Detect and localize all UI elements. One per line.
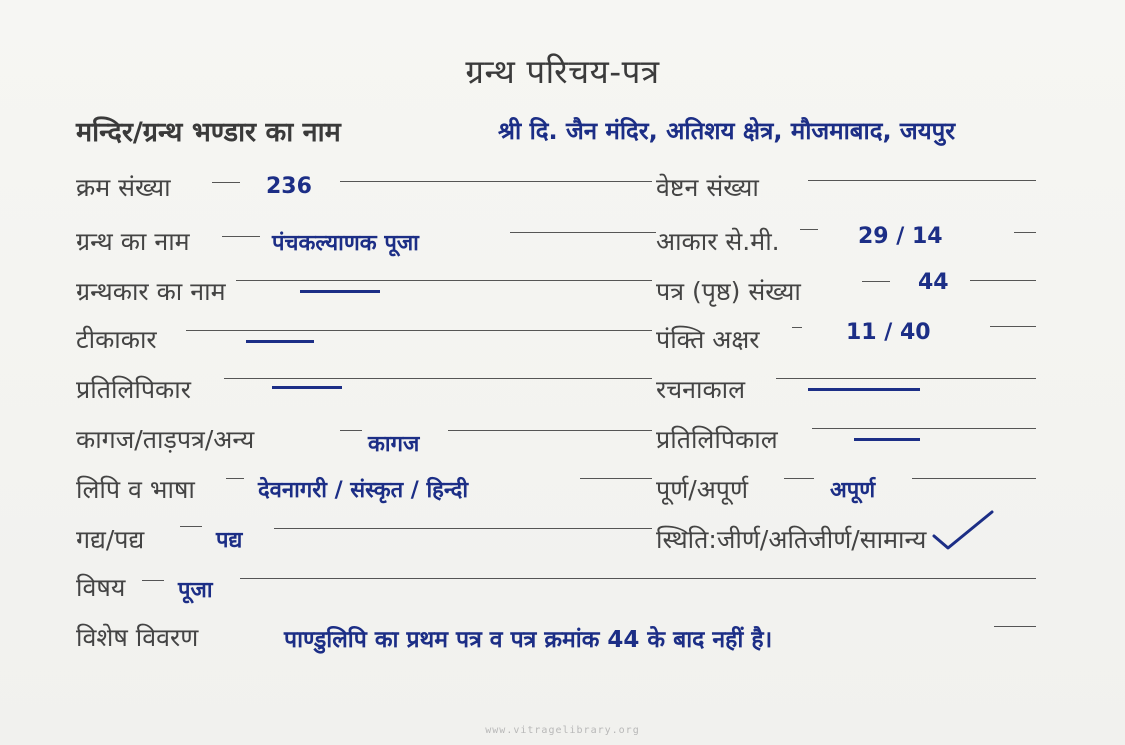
granthkar-blank-mark — [300, 290, 380, 293]
kagaj-value: कागज — [368, 432, 420, 457]
rule — [1014, 232, 1036, 233]
gadya-padya-label: गद्य/पद्य — [76, 525, 145, 554]
pratilipikar-blank-mark — [272, 386, 342, 389]
rule — [274, 528, 652, 529]
kram-sankhya-label: क्रम संख्या — [76, 173, 171, 202]
lipi-bhasha-label: लिपि व भाषा — [76, 475, 195, 504]
samanya-check-icon — [928, 508, 998, 554]
rule — [800, 229, 818, 230]
pankti-akshar-label: पंक्ति अक्षर — [656, 325, 760, 354]
vishesh-vivaran-label: विशेष विवरण — [76, 623, 199, 652]
rule — [180, 526, 202, 527]
rachnakaal-blank-mark — [808, 388, 920, 391]
rule — [580, 478, 652, 479]
watermark-url: www.vitragelibrary.org — [485, 725, 640, 736]
rule — [784, 478, 814, 479]
sthiti-label: स्थिति:जीर्ण/अतिजीर्ण/सामान्य — [656, 525, 927, 554]
rule — [448, 430, 652, 431]
pratilipikaal-label: प्रतिलिपिकाल — [656, 425, 778, 454]
tikakar-blank-mark — [246, 340, 314, 343]
gadya-padya-value: पद्य — [216, 528, 243, 553]
veshtan-sankhya-label: वेष्टन संख्या — [656, 173, 759, 202]
pankti-akshar-value: 11 / 40 — [846, 320, 931, 345]
rule — [340, 181, 652, 182]
aakar-value: 29 / 14 — [858, 224, 943, 249]
pratilipikar-label: प्रतिलिपिकार — [76, 375, 191, 404]
rule — [776, 378, 1036, 379]
patra-sankhya-value: 44 — [918, 270, 949, 295]
rule — [236, 280, 652, 281]
rule — [340, 430, 362, 431]
tikakar-label: टीकाकार — [76, 325, 157, 354]
rachnakaal-label: रचनाकाल — [656, 375, 746, 404]
bhandar-value: श्री दि. जैन मंदिर, अतिशय क्षेत्र, मौजमाबाद, जयपुर — [498, 117, 956, 145]
kagaj-label: कागज/ताड़पत्र/अन्य — [76, 425, 255, 454]
granthkar-label: ग्रन्थकार का नाम — [76, 277, 226, 306]
rule — [808, 180, 1036, 181]
rule — [142, 580, 164, 581]
pratilipikaal-blank-mark — [854, 438, 920, 441]
rule — [994, 626, 1036, 627]
rule — [812, 428, 1036, 429]
kram-sankhya-value: 236 — [266, 174, 312, 199]
granth-naam-label: ग्रन्थ का नाम — [76, 227, 190, 256]
patra-sankhya-label: पत्र (पृष्ठ) संख्या — [656, 277, 801, 306]
aakar-label: आकार से.मी. — [656, 227, 780, 256]
rule — [862, 281, 890, 282]
rule — [226, 478, 244, 479]
lipi-bhasha-value: देवनागरी / संस्कृत / हिन्दी — [258, 478, 469, 503]
purna-apurna-value: अपूर्ण — [830, 478, 876, 503]
card-title: ग्रन्थ परिचय-पत्र — [465, 52, 660, 91]
bhandar-label: मन्दिर/ग्रन्थ भण्डार का नाम — [76, 117, 341, 148]
rule — [912, 478, 1036, 479]
purna-apurna-label: पूर्ण/अपूर्ण — [656, 475, 749, 504]
rule — [212, 182, 240, 183]
rule — [186, 330, 652, 331]
rule — [224, 378, 652, 379]
rule — [990, 326, 1036, 327]
vishay-value: पूजा — [178, 578, 213, 603]
rule — [970, 280, 1036, 281]
rule — [222, 236, 260, 237]
rule — [510, 232, 656, 233]
granth-naam-value: पंचकल्याणक पूजा — [272, 231, 419, 256]
rule — [240, 578, 1036, 579]
vishay-label: विषय — [76, 573, 126, 602]
vishesh-vivaran-value: पाण्डुलिपि का प्रथम पत्र व पत्र क्रमांक 44 के बाद नहीं है। — [284, 627, 773, 653]
rule — [792, 327, 802, 328]
